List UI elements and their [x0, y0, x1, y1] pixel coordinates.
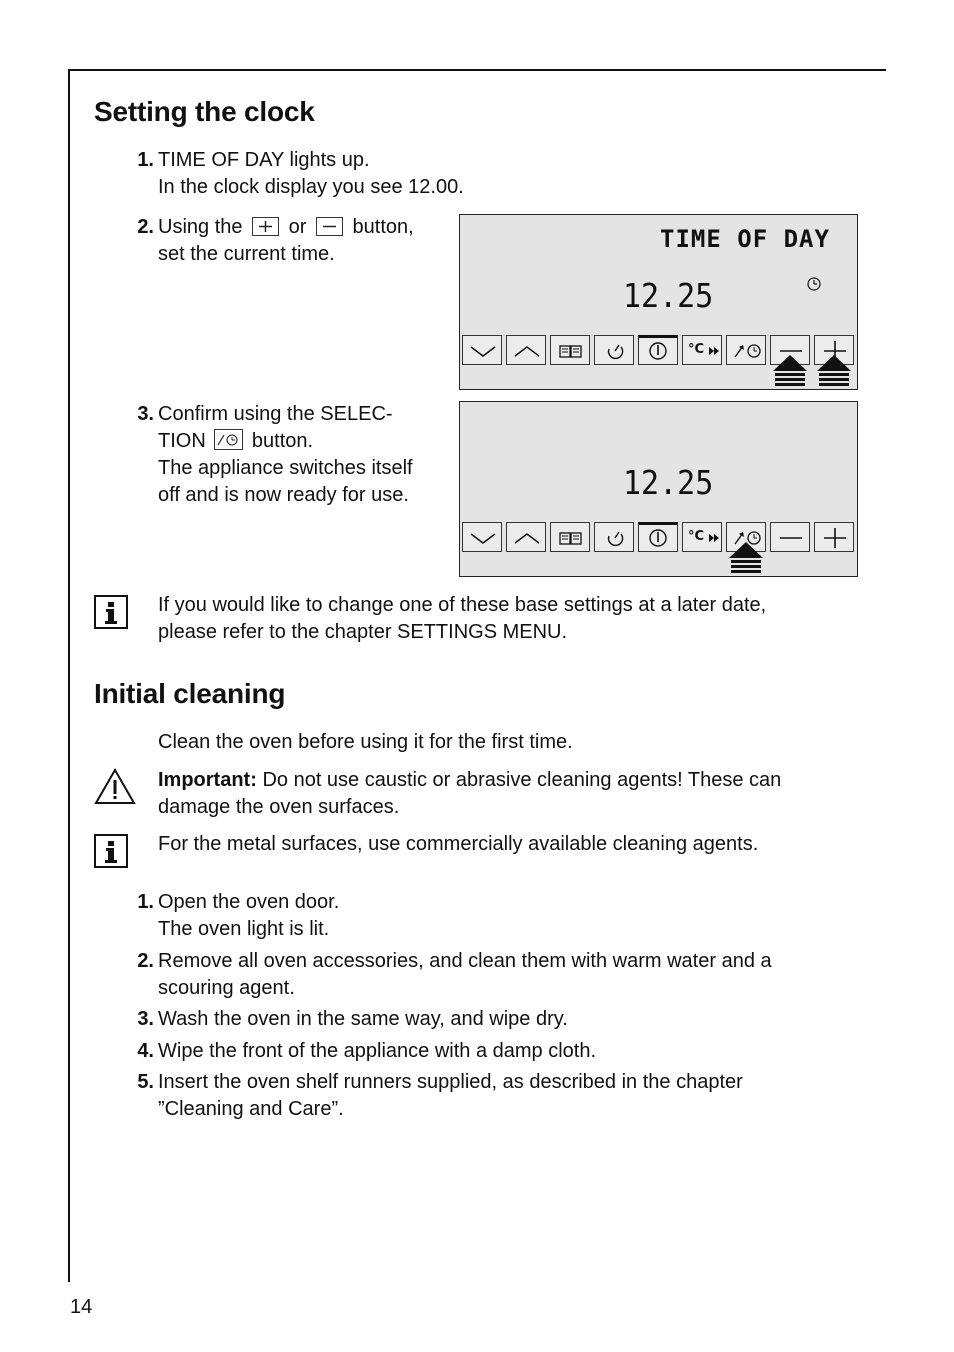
down-arrow-key[interactable]: [462, 522, 502, 552]
info-text: For the metal surfaces, use commercially available cleaning agents.: [158, 833, 759, 855]
control-panel-display-1: [459, 214, 858, 390]
step-number: 2.: [137, 950, 154, 972]
step-number: 1.: [137, 149, 154, 171]
step-text: The oven light is lit.: [158, 918, 330, 940]
step-text: Open the oven door.: [158, 891, 340, 913]
step-number: 2.: [137, 216, 154, 238]
timer-key[interactable]: [594, 335, 634, 365]
warning-label: Important:: [158, 769, 257, 791]
page-number: 14: [70, 1296, 93, 1318]
plus-button-icon: [252, 217, 279, 236]
step-number: 5.: [137, 1071, 154, 1093]
down-arrow-key[interactable]: [462, 335, 502, 365]
step-number: 3.: [137, 403, 154, 425]
step-text-line: [158, 214, 414, 241]
selection-button-icon: [214, 429, 243, 450]
press-arrow-icon: [728, 542, 764, 576]
step-number: 3.: [137, 1008, 154, 1030]
up-arrow-key[interactable]: [506, 335, 546, 365]
step-text: Insert the oven shelf runners supplied, as described in the chapter: [158, 1071, 743, 1093]
lcd-time-of-day-label: TIME OF DAY: [660, 225, 830, 253]
section-heading-setting-clock: Setting the clock: [94, 96, 315, 127]
lcd-clock-readout: 12.25: [623, 464, 714, 503]
press-arrow-icon: [772, 355, 808, 389]
step-number: 4.: [137, 1040, 154, 1062]
selection-key[interactable]: [726, 335, 766, 365]
step-text: Using the: [158, 216, 243, 238]
warning-text-line: [158, 767, 781, 794]
step-text-line: [158, 428, 313, 455]
info-icon: [94, 595, 128, 629]
step-number: 1.: [137, 891, 154, 913]
minus-key[interactable]: [770, 522, 810, 552]
temperature-fast-heat-key[interactable]: [682, 335, 722, 365]
cleaning-intro-text: Clean the oven before using it for the first time.: [158, 731, 573, 753]
book-key[interactable]: [550, 522, 590, 552]
info-note-text: please refer to the chapter SETTINGS MENU.: [158, 621, 568, 643]
warning-text: Do not use caustic or abrasive cleaning agents! These can: [256, 769, 782, 791]
minus-button-icon: [316, 217, 343, 236]
up-arrow-key[interactable]: [506, 522, 546, 552]
step-text: or: [288, 216, 307, 238]
press-arrow-icon: [816, 355, 852, 389]
step-text: button.: [251, 430, 314, 452]
power-key[interactable]: [638, 335, 678, 365]
clock-indicator-icon: [806, 276, 822, 292]
top-rule: [68, 69, 886, 71]
section-heading-initial-cleaning: Initial cleaning: [94, 678, 286, 709]
left-margin-rule: [68, 70, 70, 1282]
step-text: Remove all oven accessories, and clean them with warm water and a: [158, 950, 772, 972]
step-text: In the clock display you see 12.00.: [158, 176, 464, 198]
step-text: button,: [352, 216, 414, 238]
info-note-text: If you would like to change one of these base settings at a later date,: [158, 594, 767, 616]
step-text: off and is now ready for use.: [158, 484, 409, 506]
step-text: TION: [158, 430, 206, 452]
step-text: Wipe the front of the appliance with a damp cloth.: [158, 1040, 597, 1062]
step-text: Wash the oven in the same way, and wipe dry.: [158, 1008, 568, 1030]
step-text: set the current time.: [158, 243, 335, 265]
step-text: ”Cleaning and Care”.: [158, 1098, 344, 1120]
warning-text: damage the oven surfaces.: [158, 796, 400, 818]
temperature-key-label: °C: [687, 342, 705, 357]
step-text: The appliance switches itself: [158, 457, 413, 479]
temperature-key-label: °C: [687, 529, 705, 544]
plus-key[interactable]: [814, 522, 854, 552]
keypad-row: [462, 522, 857, 554]
lcd-clock-readout: 12.25: [623, 277, 714, 316]
warning-icon: [94, 768, 136, 806]
step-text: TIME OF DAY lights up.: [158, 149, 370, 171]
step-text: scouring agent.: [158, 977, 295, 999]
timer-key[interactable]: [594, 522, 634, 552]
step-text: Confirm using the SELEC-: [158, 403, 393, 425]
temperature-fast-heat-key[interactable]: [682, 522, 722, 552]
control-panel-display-2: [459, 401, 858, 577]
power-key[interactable]: [638, 522, 678, 552]
info-icon: [94, 834, 128, 868]
book-key[interactable]: [550, 335, 590, 365]
